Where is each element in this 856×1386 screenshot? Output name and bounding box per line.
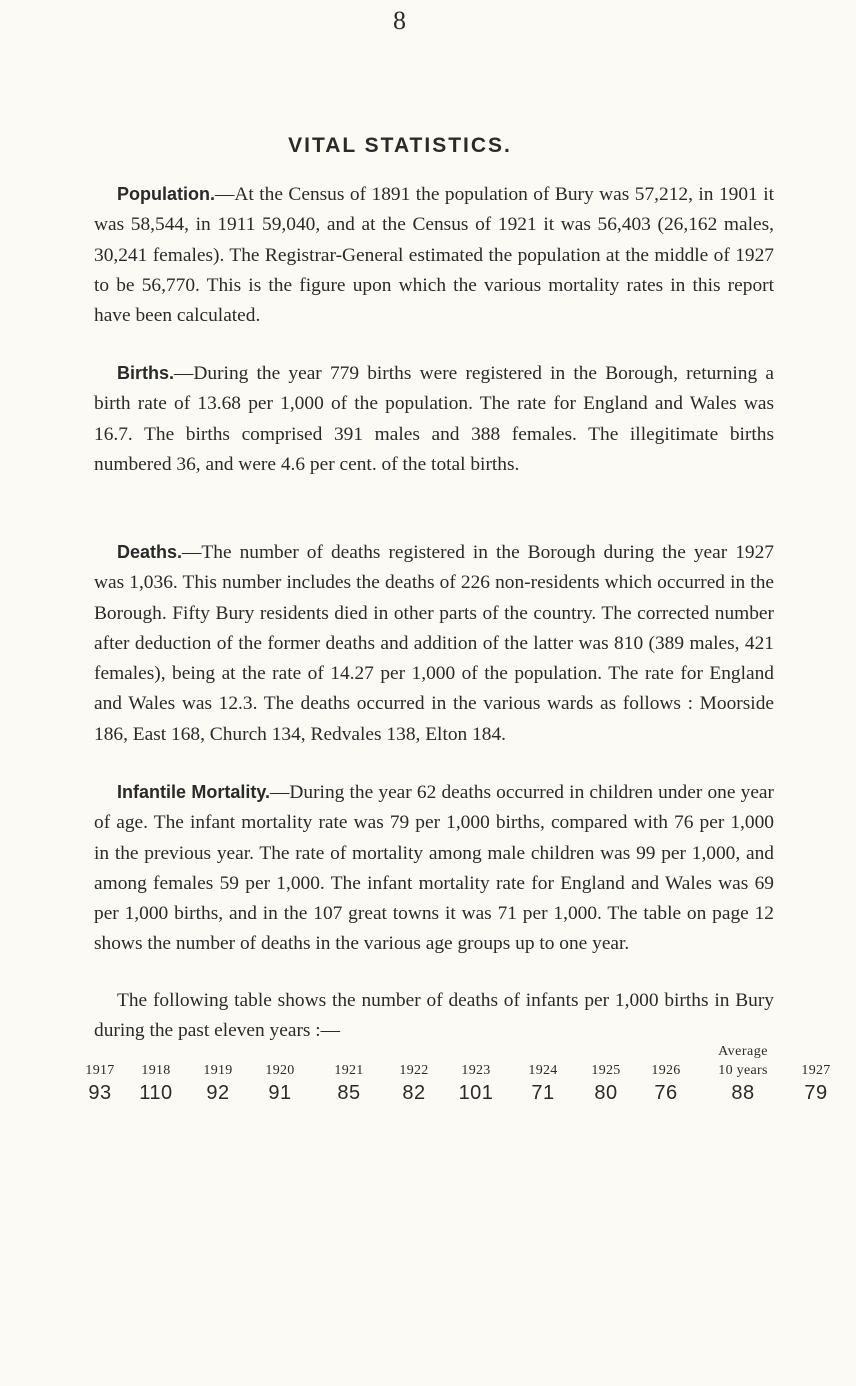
infantile-mortality-paragraph xyxy=(94,777,774,960)
average-label: Average xyxy=(718,1044,768,1059)
page-title: VITAL STATISTICS. xyxy=(288,134,512,157)
rate-value: 80 xyxy=(594,1082,618,1104)
year-label: 1925 xyxy=(591,1063,621,1078)
year-label: 1919 xyxy=(203,1063,233,1078)
year-label: 1918 xyxy=(141,1063,171,1078)
table-column-1926 xyxy=(626,1062,706,1106)
births-paragraph xyxy=(94,358,774,480)
rate-value: 101 xyxy=(458,1082,494,1104)
infantile-mortality-heading: Infantile Mortality. xyxy=(117,782,271,802)
deaths-heading: Deaths. xyxy=(117,542,183,562)
year-label: 1917 xyxy=(85,1063,115,1078)
year-label: 1922 xyxy=(399,1063,429,1078)
year-label: 10 years xyxy=(718,1063,768,1078)
deaths-paragraph xyxy=(94,537,774,750)
rate-value: 79 xyxy=(804,1082,828,1104)
table-intro-paragraph xyxy=(94,986,774,1047)
rate-value: 76 xyxy=(654,1082,678,1104)
year-label: 1921 xyxy=(334,1063,364,1078)
rate-value: 110 xyxy=(139,1082,173,1104)
rate-value: 71 xyxy=(531,1082,555,1104)
year-label: 1924 xyxy=(528,1063,558,1078)
infantile-mortality-text: —During the year 62 deaths occurred in children under one year of age. The infant mortality rate was 79 per 1,000 births, compared with 76 per 1,000 in the previous year. The rate of mortality among male children was 99 per 1,000, and among females 59 per 1,000. The infant mortality rate for England and Wales was 69 per 1,000 births, and in the 107 great towns it was 71 per 1,000. The table on page 12 shows the number of deaths in the various age groups up to one year. xyxy=(94,782,774,955)
rate-value: 91 xyxy=(268,1082,292,1104)
rate-value: 82 xyxy=(402,1082,426,1104)
population-heading: Population. xyxy=(117,184,215,204)
year-label: 1926 xyxy=(651,1063,681,1078)
rate-value: 93 xyxy=(88,1082,112,1104)
population-text: —At the Census of 1891 the population of Bury was 57,212, in 1901 it was 58,544, in 1911 59,040, and at the Census of 1921 it was 56,403 (26,162 males, 30,241 females). The Registrar-General estimated the population at the middle of 1927 to be 56,770. This is the figure upon which the various mortality rates in this report have been calculated. xyxy=(94,184,774,327)
births-text: —During the year 779 births were registered in the Borough, returning a birth rate of 13.68 per 1,000 of the population. The rate for England and Wales was 16.7. The births comprised 391 males and 388 females. The illegitimate births numbered 36, and were 4.6 per cent. of the total births. xyxy=(94,363,774,475)
table-column-average xyxy=(703,1062,783,1106)
year-label: 1923 xyxy=(461,1063,491,1078)
table-intro-text: The following table shows the number of deaths of infants per 1,000 births in Bury during the past eleven years :— xyxy=(94,990,774,1042)
page-number: 8 xyxy=(393,6,407,35)
rate-value: 85 xyxy=(337,1082,361,1104)
table-column-1927 xyxy=(776,1062,856,1106)
population-paragraph xyxy=(94,179,774,331)
births-heading: Births. xyxy=(117,363,175,383)
year-label: 1920 xyxy=(265,1063,295,1078)
deaths-text: —The number of deaths registered in the Borough during the year 1927 was 1,036. This number includes the deaths of 226 non-residents which occurred in the Borough. Fifty Bury residents died in other parts of the country. The corrected number after deduction of the former deaths and addition of the latter was 810 (389 males, 421 females), being at the rate of 14.27 per 1,000 of the population. The rate for England and Wales was 12.3. The deaths occurred in the various wards as follows : Moorside 186, East 168, Church 134, Redvales 138, Elton 184. xyxy=(94,542,774,745)
infant-mortality-table xyxy=(85,1044,831,1104)
table-column-1920 xyxy=(240,1062,320,1106)
rate-value: 88 xyxy=(731,1082,755,1104)
rate-value: 92 xyxy=(206,1082,230,1104)
year-label: 1927 xyxy=(801,1063,831,1078)
